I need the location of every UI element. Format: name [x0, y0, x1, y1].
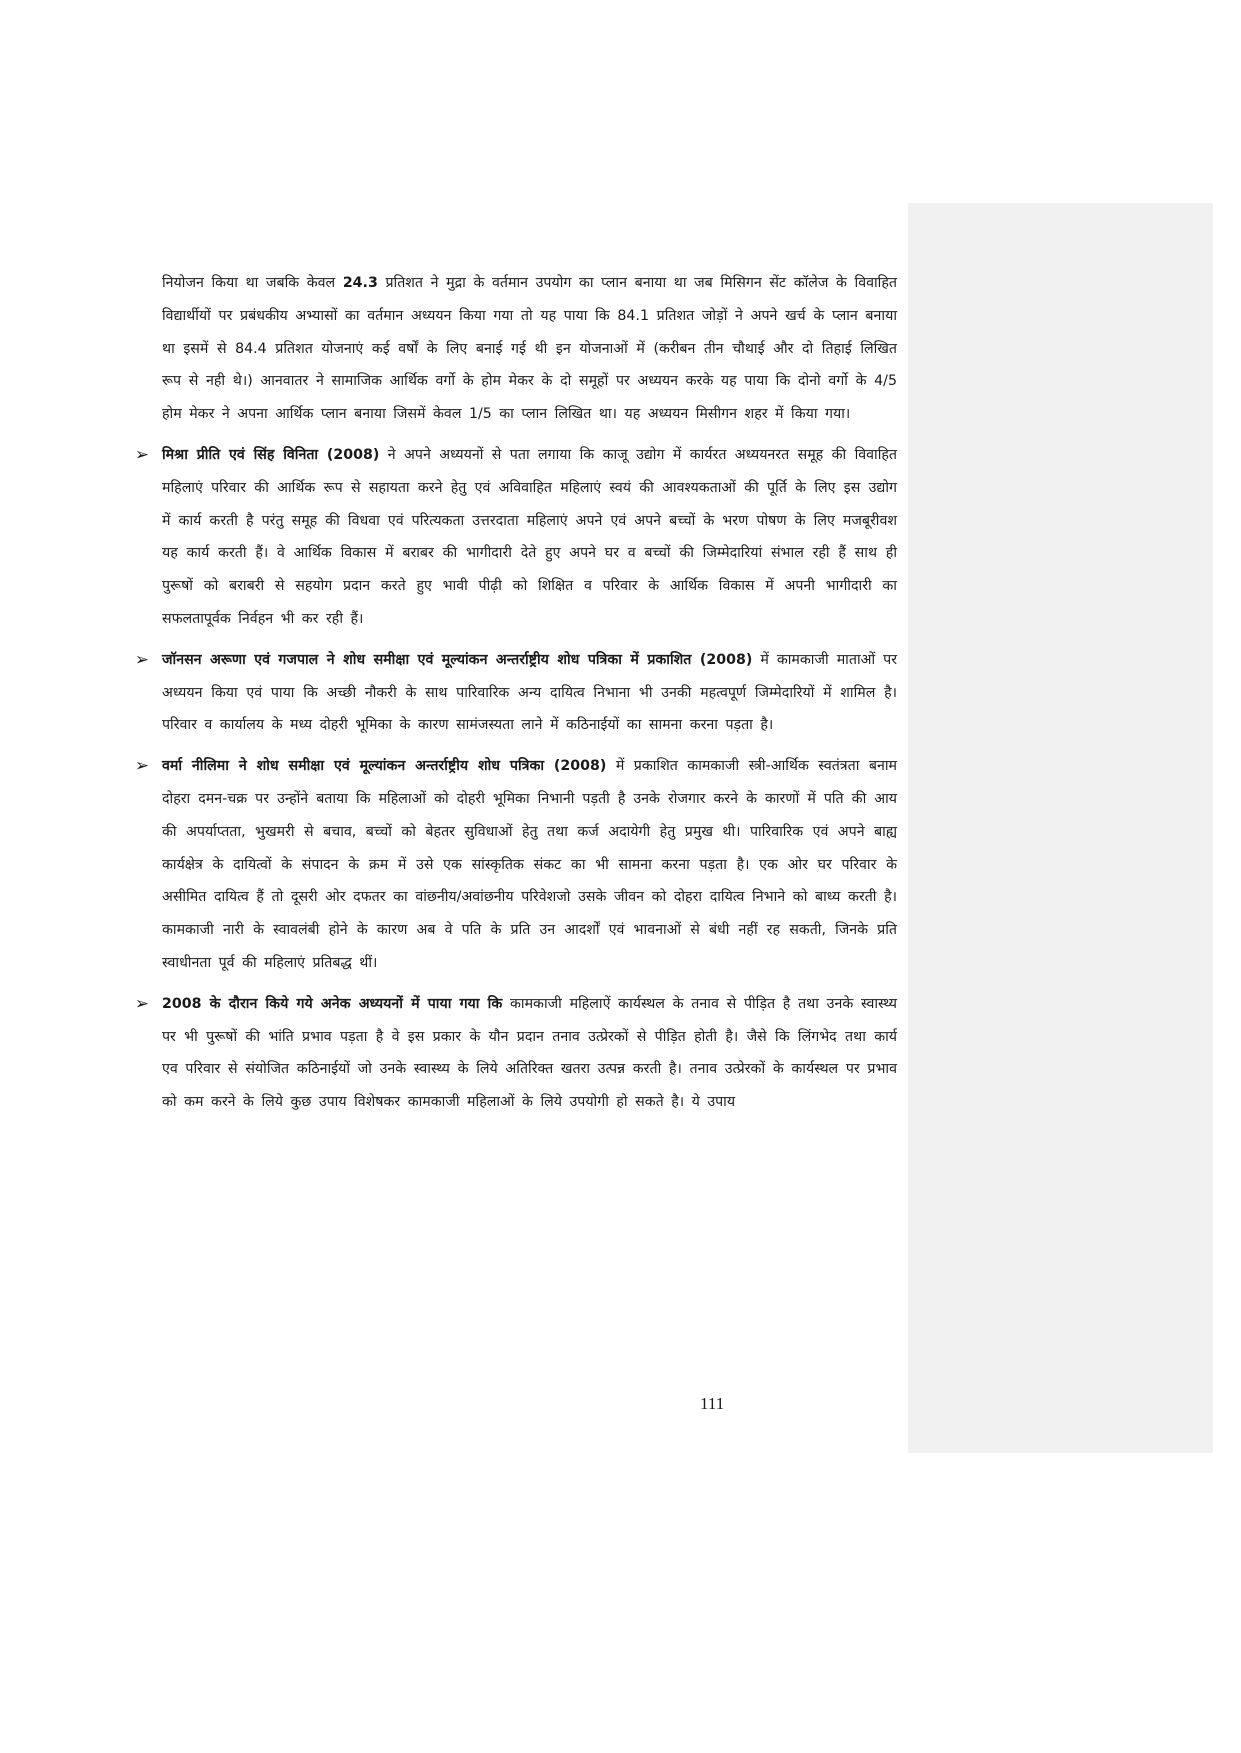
bullet-paragraph	[162, 644, 897, 742]
text-run-bold: वर्मा नीलिमा ने शोध समीक्षा एवं मूल्यांकन अन्तर्राष्ट्रीय शोध पत्रिका (2008)	[162, 758, 607, 775]
paragraph-continuation	[162, 267, 897, 431]
text-run: ने अपने अध्ययनों से पता लगाया कि काजू उद्योग में कार्यरत अध्ययनरत समूह की विवाहित महिलाएं परिवार की आर्थिक रूप से सहायता करने हेतु एवं अविवाहित महिलाएं स्वयं की आवश्यकताओं की पूर्ति के लिए इस उद्योग में कार्य करती है परंतु समूह की विधवा एवं परित्यकता उत्तरदाता महिलाएं अपने एवं अपने बच्चों के भरण पोषण के लिए मजबूरीवश यह कार्य करती हैं। वे आर्थिक विकास में बराबर की भागीदारी देते हुए अपने घर व बच्चों की जिम्मेदारियां संभाल रही हैं साथ ही पुरूषों को बराबरी से सहयोग प्रदान करते हुए भावी पीढ़ी को शिक्षित व परिवार के आर्थिक विकास में अपनी भागीदारी का सफलतापूर्वक निर्वहन भी कर रही हैं।	[162, 446, 897, 627]
text-run: नियोजन किया था जबकि केवल	[162, 275, 343, 291]
bullet-item	[134, 644, 897, 742]
text-run-bold: 24.3	[342, 275, 378, 291]
arrow-bullet-icon: ➢	[134, 756, 150, 777]
bullet-item	[134, 439, 897, 636]
page-number: 111	[700, 1394, 725, 1413]
bullet-paragraph	[162, 439, 897, 636]
arrow-bullet-icon: ➢	[134, 649, 150, 670]
bullet-paragraph	[162, 988, 897, 1119]
text-run: में कामकाजी माताओं पर अध्ययन किया एवं पाया कि अच्छी नौकरी के साथ पारिवारिक अन्य दायित्व निभाना भी उनकी महत्वपूर्ण जिम्मेदारियों में शामिल है। परिवार व कार्यालय के मध्य दोहरी भूमिका के कारण सामंजस्यता लाने में कठिनाईयों का सामना करना पड़ता है।	[162, 651, 897, 734]
text-run: कामकाजी महिलाऐं कार्यस्थल के तनाव से पीड़ित है तथा उनके स्वास्थ्य पर भी पुरूषों की भांति प्रभाव पड़ता है वे इस प्रकार के यौन प्रदान तनाव उत्प्रेरकों से पीड़ित होती है। जैसे कि लिंगभेद तथा कार्य एव परिवार से संयोजित कठिनाईयों जो उनके स्वास्थ्य के लिये अतिरिक्त खतरा उत्पन्न करती है। तनाव उत्प्रेरकों के कार्यस्थल पर प्रभाव को कम करने के लिये कुछ उपाय विशेषकर कामकाजी महिलाओं के लिये उपयोगी हो सकते है। ये उपाय	[162, 995, 897, 1111]
arrow-bullet-icon: ➢	[134, 444, 150, 465]
text-run-bold: मिश्रा प्रीति एवं सिंह विनिता (2008)	[162, 446, 380, 463]
bullet-item	[134, 988, 897, 1119]
text-run-bold: 2008 के दौरान किये गये अनेक अध्ययनों में पाया गया कि	[162, 995, 503, 1012]
bullet-item	[134, 750, 897, 980]
bullet-paragraph	[162, 750, 897, 980]
arrow-bullet-icon: ➢	[134, 993, 150, 1014]
document-body	[134, 267, 897, 1119]
text-run: प्रतिशत ने मुद्रा के वर्तमान उपयोग का प्लान बनाया था जब मिसिगन सेंट कॉलेज के विवाहित विद्यार्थीयों पर प्रबंधकीय अभ्यासों का वर्तमान अध्ययन किया गया तो यह पाया कि 84.1 प्रतिशत जोड़ों ने अपने खर्च के प्लान बनाया था इसमें से 84.4 प्रतिशत योजनाएं कई वर्षों के लिए बनाई गई थी इन योजनाओं में (करीबन तीन चौथाई और दो तिहाई लिखित रूप से नही थे।) आनवातर ने सामाजिक आर्थिक वर्गो के होम मेकर के दो समूहों पर अध्ययन करके यह पाया कि दोनो वर्गो के 4/5 होम मेकर ने अपना आर्थिक प्लान बनाया जिसमें केवल 1/5 का प्लान लिखित था। यह अध्ययन मिसीगन शहर में किया गया।	[162, 275, 897, 423]
text-run: में प्रकाशित कामकाजी स्त्री-आर्थिक स्वतंत्रता बनाम दोहरा दमन-चक्र पर उन्होंने बताया कि महिलाओं को दोहरी भूमिका निभानी पड़ती है उनके रोजगार करने के कारणों में पति की आय की अपर्याप्तता, भुखमरी से बचाव, बच्चों को बेहतर सुविधाओं हेतु तथा कर्ज अदायेगी हेतु प्रमुख थी। पारिवारिक एवं अपने बाह्य कार्यक्षेत्र के दायित्वों के संपादन के क्रम में उसे एक सांस्कृतिक संकट का भी सामना करना पड़ता है। एक ओर घर परिवार के असीमित दायित्व हैं तो दूसरी ओर दफतर का वांछनीय/अवांछनीय परिवेशजो उसके जीवन को दोहरा दायित्व निभाने को बाध्य करती है। कामकाजी नारी के स्वावलंबी होने के कारण अब वे पति के प्रति उन आदर्शों एवं भावनाओं से बंधी नहीं रह सकती, जिनके प्रति स्वाधीनता पूर्व की महिलाएं प्रतिबद्ध थीं।	[162, 758, 897, 971]
text-run-bold: जॉनसन अरूणा एवं गजपाल ने शोध समीक्षा एवं मूल्यांकन अन्तर्राष्ट्रीय शोध पत्रिका में प्रकाशित (2008)	[162, 651, 753, 668]
comment-pane	[908, 203, 1213, 1453]
